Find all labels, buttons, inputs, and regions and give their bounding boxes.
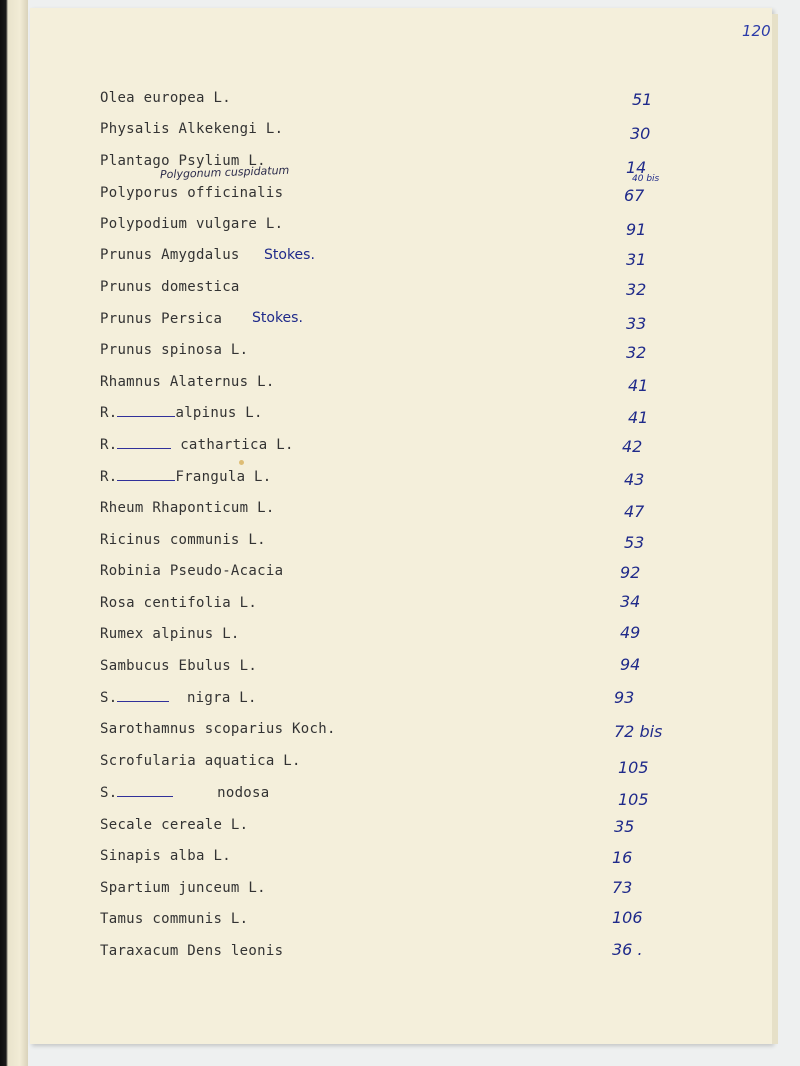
page-edge: [772, 14, 778, 1044]
entry-number: 73: [612, 878, 633, 897]
annotation-stokes: Stokes.: [264, 247, 315, 263]
ditto-line: [117, 448, 171, 449]
entry-number: 106: [612, 908, 643, 927]
entry-number: 30: [630, 124, 651, 143]
entry-name: Prunus Persica: [100, 311, 223, 327]
entry-name: R.: [100, 469, 118, 485]
ink-stain: [239, 460, 244, 465]
entry-number: 67: [624, 186, 645, 205]
entry-name-rest: nodosa: [217, 785, 270, 801]
entry-number: 31: [626, 250, 647, 269]
entry-name: Taraxacum Dens leonis: [100, 943, 284, 959]
entry-abbrev-row: [100, 690, 257, 706]
ditto-line: [117, 701, 169, 702]
entry-name: Polyporus officinalis: [100, 185, 284, 201]
entry-number: 72 bis: [614, 722, 663, 741]
entry-name: R.: [100, 437, 118, 453]
entry-name: S.: [100, 785, 118, 801]
entry-name: Rosa centifolia L.: [100, 595, 258, 611]
entry-abbrev-row: [100, 437, 294, 453]
entry-name: Polypodium vulgare L.: [100, 216, 284, 232]
entry-name: Scrofularia aquatica L.: [100, 753, 301, 769]
entry-number: 92: [620, 563, 641, 582]
page-number: 120: [742, 22, 771, 40]
entry-name: Rheum Rhaponticum L.: [100, 500, 275, 516]
entry-number: 105: [618, 790, 649, 809]
binding-spine: [0, 0, 28, 1066]
entry-name: Spartium junceum L.: [100, 880, 266, 896]
annotation-polygonum-number: 40 bis: [632, 174, 660, 184]
entry-name-rest: nigra L.: [186, 690, 257, 706]
entry-name: Tamus communis L.: [100, 911, 249, 927]
annotation-stokes: Stokes.: [252, 310, 303, 326]
entry-number: 91: [626, 220, 647, 239]
entry-name: Prunus spinosa L.: [100, 342, 249, 358]
entry-number: 43: [624, 470, 645, 489]
entry-name: Sinapis alba L.: [100, 848, 231, 864]
entry-number: 14: [626, 158, 647, 177]
entry-number: 16: [612, 848, 633, 867]
entry-number: 53: [624, 533, 645, 552]
entry-number: 42: [622, 437, 643, 456]
entry-abbrev-row: [100, 785, 270, 801]
entry-number: 34: [620, 592, 641, 611]
entry-abbrev-row: [100, 405, 263, 421]
ditto-line: [117, 796, 173, 797]
entry-name: Prunus Amygdalus: [100, 247, 240, 263]
entry-number: 35: [614, 817, 635, 836]
annotation-polygonum: Polygonum cuspidatum: [159, 163, 290, 182]
entry-name: Prunus domestica: [100, 279, 240, 295]
entry-number: 49: [620, 623, 641, 642]
entry-name: Olea europea L.: [100, 90, 231, 106]
ditto-line: [117, 480, 175, 481]
entry-name: Robinia Pseudo-Acacia: [100, 563, 284, 579]
entry-name: Physalis Alkekengi L.: [100, 121, 284, 137]
entry-name: Rumex alpinus L.: [100, 626, 240, 642]
entry-name-rest: cathartica L.: [180, 437, 294, 453]
entry-number: 51: [632, 90, 653, 109]
entry-name: S.: [100, 690, 118, 706]
entry-number: 32: [626, 343, 647, 362]
entry-name: Secale cereale L.: [100, 817, 249, 833]
entry-number: 93: [614, 688, 635, 707]
entry-number: 32: [626, 280, 647, 299]
ditto-line: [117, 416, 175, 417]
entry-number: 33: [626, 314, 647, 333]
entry-name: R.: [100, 405, 118, 421]
entry-number: 94: [620, 655, 641, 674]
entry-name: Sarothamnus scoparius Koch.: [100, 721, 336, 737]
entry-name: Ricinus communis L.: [100, 532, 266, 548]
entry-name: Sambucus Ebulus L.: [100, 658, 258, 674]
entry-number: 47: [624, 502, 645, 521]
entry-name: Plantago Psylium L.: [100, 153, 266, 169]
entry-number: 41: [628, 408, 649, 427]
entry-name-rest: Frangula L.: [175, 469, 272, 485]
entry-name-rest: alpinus L.: [175, 405, 263, 421]
entry-name: Rhamnus Alaternus L.: [100, 374, 275, 390]
entry-number: 41: [628, 376, 649, 395]
entry-abbrev-row: [100, 469, 272, 485]
entry-number: 36 .: [612, 940, 643, 959]
entry-number: 105: [618, 758, 649, 777]
